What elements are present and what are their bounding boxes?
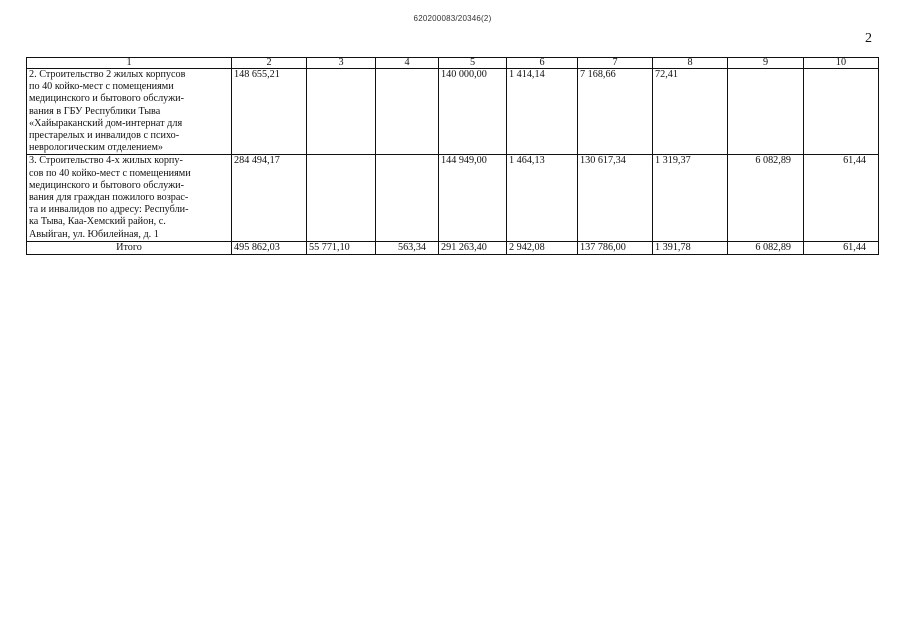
project-name-line: та и инвалидов по адресу: Республи- — [29, 204, 189, 216]
project-name-line: неврологическим отделением» — [29, 142, 164, 154]
value-cell: 148 655,21 — [232, 69, 307, 155]
budget-table — [26, 57, 879, 255]
column-header: 7 — [578, 58, 653, 69]
project-name-line: престарелых и инвалидов с психо- — [29, 130, 180, 142]
total-label: Итого — [27, 241, 232, 254]
value-cell: 1 464,13 — [507, 155, 578, 241]
value-cell — [307, 155, 376, 241]
value-cell — [376, 69, 439, 155]
column-header: 3 — [307, 58, 376, 69]
value-cell — [728, 69, 804, 155]
total-value-cell: 61,44 — [804, 241, 879, 254]
value-cell: 130 617,34 — [578, 155, 653, 241]
project-name-line: вания для граждан пожилого возрас- — [29, 192, 189, 204]
table-row — [27, 155, 879, 241]
total-value-cell: 6 082,89 — [728, 241, 804, 254]
column-header: 4 — [376, 58, 439, 69]
project-name-cell — [27, 69, 232, 155]
total-row — [27, 241, 879, 254]
column-header: 1 — [27, 58, 232, 69]
project-name-line: Авыйган, ул. Юбилейная, д. 1 — [29, 228, 159, 240]
document-id: 620200083/20346(2) — [413, 14, 492, 23]
column-header: 9 — [728, 58, 804, 69]
total-value-cell: 291 263,40 — [439, 241, 507, 254]
value-cell — [307, 69, 376, 155]
column-header: 10 — [804, 58, 879, 69]
total-value-cell: 563,34 — [376, 241, 439, 254]
value-cell: 144 949,00 — [439, 155, 507, 241]
value-cell — [376, 155, 439, 241]
value-cell: 284 494,17 — [232, 155, 307, 241]
project-name-line: по 40 койко-мест с помещениями — [29, 81, 174, 93]
project-name-line: 3. Строительство 4-х жилых корпу- — [29, 155, 183, 167]
project-name-line: сов по 40 койко-мест с помещениями — [29, 167, 191, 179]
value-cell: 1 414,14 — [507, 69, 578, 155]
total-value-cell: 137 786,00 — [578, 241, 653, 254]
total-value-cell: 1 391,78 — [653, 241, 728, 254]
project-name-line: медицинского и бытового обслужи- — [29, 179, 184, 191]
column-header: 5 — [439, 58, 507, 69]
project-name-line: «Хайыраканский дом-интернат для — [29, 117, 183, 129]
project-name-line: ка Тыва, Каа-Хемский район, с. — [29, 216, 166, 228]
header-row — [27, 58, 879, 69]
value-cell — [804, 69, 879, 155]
project-name-line: медицинского и бытового обслужи- — [29, 93, 184, 105]
value-cell: 61,44 — [804, 155, 879, 241]
project-name-cell — [27, 155, 232, 241]
column-header: 6 — [507, 58, 578, 69]
total-value-cell: 2 942,08 — [507, 241, 578, 254]
total-value-cell: 55 771,10 — [307, 241, 376, 254]
value-cell: 6 082,89 — [728, 155, 804, 241]
project-name-line: вания в ГБУ Республики Тыва — [29, 105, 161, 117]
value-cell: 140 000,00 — [439, 69, 507, 155]
project-name-line: 2. Строительство 2 жилых корпусов — [29, 69, 186, 80]
total-value-cell: 495 862,03 — [232, 241, 307, 254]
page-number: 2 — [865, 31, 872, 46]
column-header: 8 — [653, 58, 728, 69]
value-cell: 72,41 — [653, 69, 728, 155]
table-row — [27, 69, 879, 155]
value-cell: 1 319,37 — [653, 155, 728, 241]
column-header: 2 — [232, 58, 307, 69]
value-cell: 7 168,66 — [578, 69, 653, 155]
